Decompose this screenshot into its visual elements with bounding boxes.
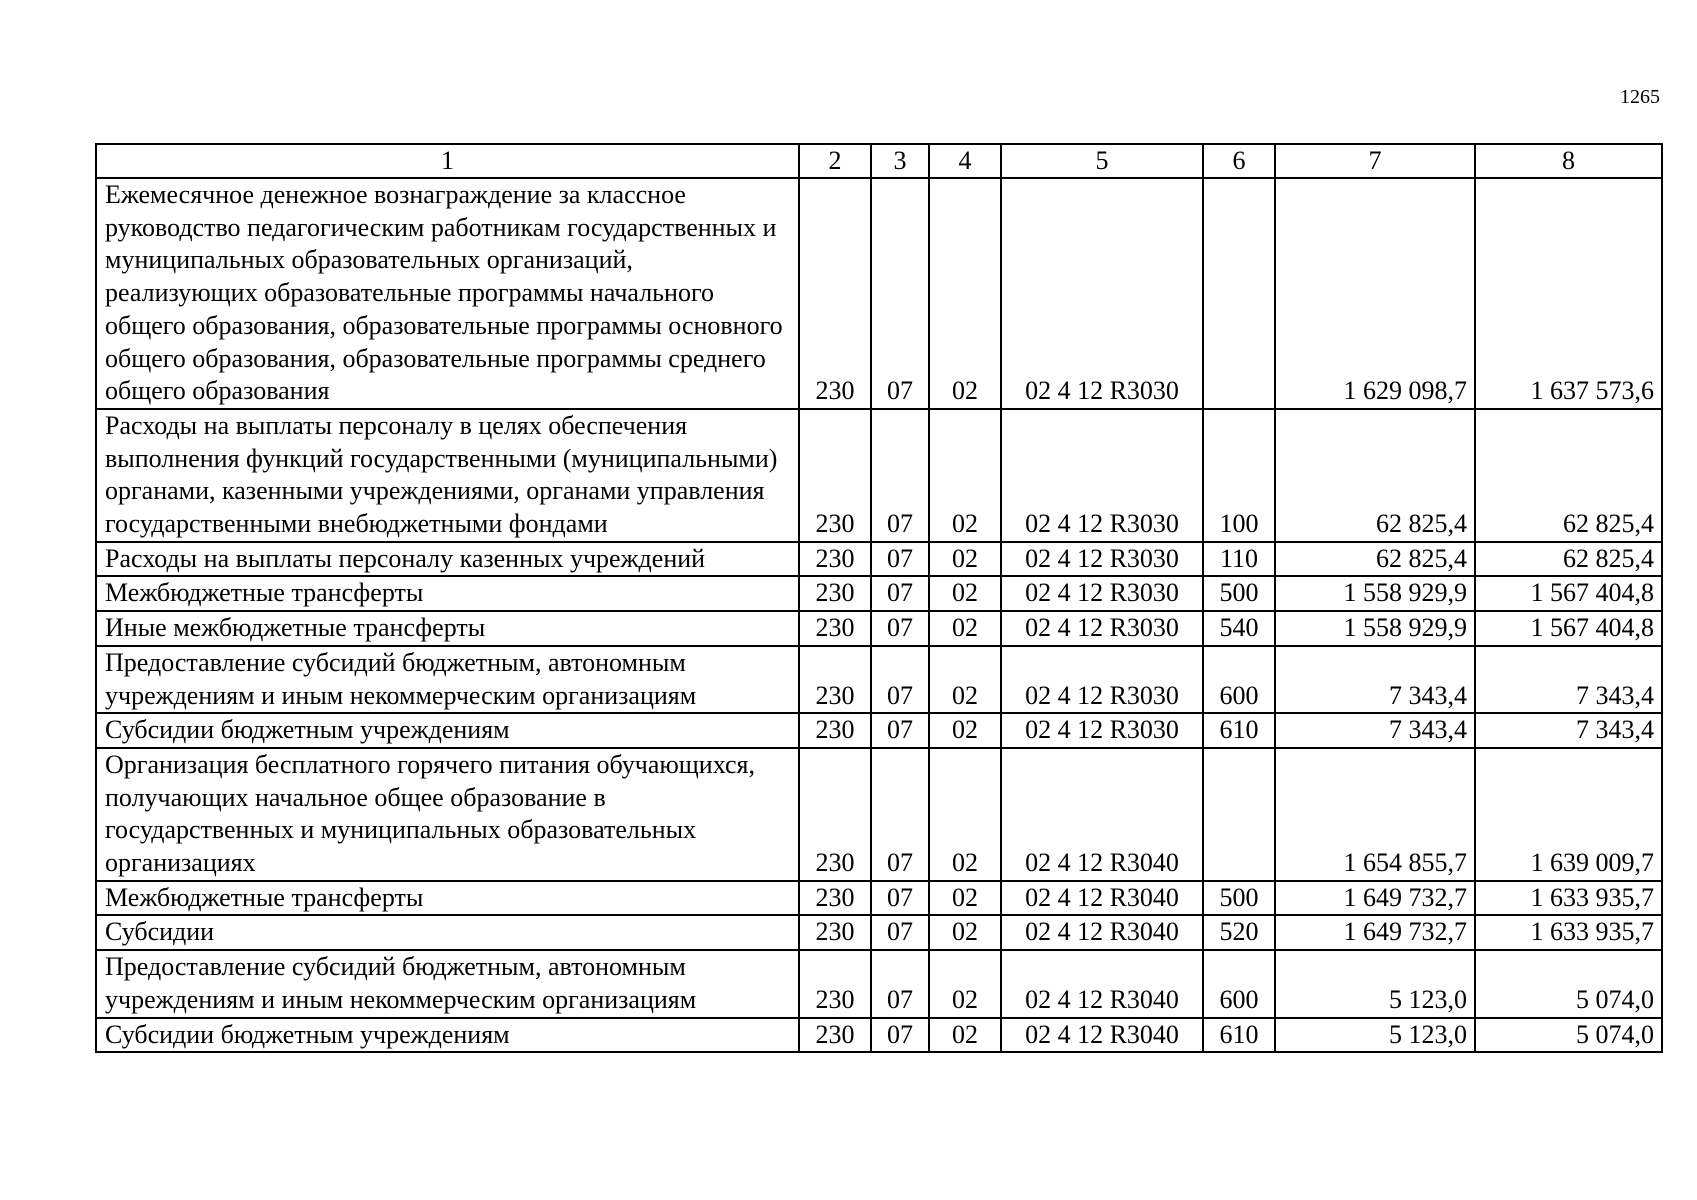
expense-type-cell: 600: [1203, 950, 1275, 1017]
column-header: 7: [1275, 144, 1475, 178]
ministry-code-cell: 230: [799, 915, 871, 950]
section-code-cell: 07: [871, 646, 929, 713]
section-code-cell: 07: [871, 950, 929, 1017]
amount-year2-cell: 7 343,4: [1475, 713, 1662, 748]
target-article-cell: 02 4 12 R3030: [1001, 713, 1203, 748]
ministry-code-cell: 230: [799, 881, 871, 916]
amount-year1-cell: 1 558 929,9: [1275, 611, 1475, 646]
table-row: [96, 576, 1662, 611]
subsection-code-cell: 02: [929, 1018, 1001, 1053]
ministry-code-cell: 230: [799, 748, 871, 881]
row-name-cell: Субсидии бюджетным учреждениям: [96, 1018, 799, 1053]
subsection-code-cell: 02: [929, 576, 1001, 611]
amount-year2-cell: 1 639 009,7: [1475, 748, 1662, 881]
row-name-cell: Расходы на выплаты персоналу в целях обеспечения выполнения функций государственными (муниципальными) органами, казенными учреждениями, органами управления государственными внебюджетными фондами: [96, 409, 799, 542]
table-body: [96, 178, 1662, 1052]
section-code-cell: 07: [871, 409, 929, 542]
row-name-cell: Расходы на выплаты персоналу казенных учреждений: [96, 542, 799, 577]
table-row: [96, 611, 1662, 646]
target-article-cell: 02 4 12 R3040: [1001, 1018, 1203, 1053]
section-code-cell: 07: [871, 748, 929, 881]
table-row: [96, 646, 1662, 713]
ministry-code-cell: 230: [799, 950, 871, 1017]
section-code-cell: 07: [871, 611, 929, 646]
subsection-code-cell: 02: [929, 611, 1001, 646]
table-row: [96, 178, 1662, 409]
amount-year2-cell: 62 825,4: [1475, 542, 1662, 577]
column-header: 6: [1203, 144, 1275, 178]
expense-type-cell: 610: [1203, 713, 1275, 748]
subsection-code-cell: 02: [929, 646, 1001, 713]
column-header: 4: [929, 144, 1001, 178]
subsection-code-cell: 02: [929, 748, 1001, 881]
table-header-row: [96, 144, 1662, 178]
expense-type-cell: 610: [1203, 1018, 1275, 1053]
row-name-cell: Предоставление субсидий бюджетным, автономным учреждениям и иным некоммерческим организациям: [96, 950, 799, 1017]
amount-year2-cell: 1 567 404,8: [1475, 576, 1662, 611]
budget-table: [95, 143, 1663, 1053]
amount-year1-cell: 1 654 855,7: [1275, 748, 1475, 881]
expense-type-cell: 110: [1203, 542, 1275, 577]
section-code-cell: 07: [871, 542, 929, 577]
target-article-cell: 02 4 12 R3030: [1001, 178, 1203, 409]
row-name-cell: Межбюджетные трансферты: [96, 576, 799, 611]
expense-type-cell: 520: [1203, 915, 1275, 950]
ministry-code-cell: 230: [799, 178, 871, 409]
column-header: 1: [96, 144, 799, 178]
section-code-cell: 07: [871, 881, 929, 916]
row-name-cell: Межбюджетные трансферты: [96, 881, 799, 916]
amount-year1-cell: 7 343,4: [1275, 713, 1475, 748]
amount-year1-cell: 62 825,4: [1275, 409, 1475, 542]
table-row: [96, 915, 1662, 950]
subsection-code-cell: 02: [929, 950, 1001, 1017]
table-row: [96, 748, 1662, 881]
amount-year1-cell: 1 558 929,9: [1275, 576, 1475, 611]
target-article-cell: 02 4 12 R3030: [1001, 646, 1203, 713]
amount-year2-cell: 1 633 935,7: [1475, 881, 1662, 916]
section-code-cell: 07: [871, 178, 929, 409]
expense-type-cell: [1203, 178, 1275, 409]
subsection-code-cell: 02: [929, 881, 1001, 916]
expense-type-cell: 540: [1203, 611, 1275, 646]
ministry-code-cell: 230: [799, 1018, 871, 1053]
amount-year2-cell: 1 567 404,8: [1475, 611, 1662, 646]
row-name-cell: Ежемесячное денежное вознаграждение за классное руководство педагогическим работникам государственных и муниципальных образовательных организаций, реализующих образовательные программы начального общего образования, образовательные программы основного общего образования, образовательные программы среднего общего образования: [96, 178, 799, 409]
ministry-code-cell: 230: [799, 713, 871, 748]
subsection-code-cell: 02: [929, 915, 1001, 950]
section-code-cell: 07: [871, 915, 929, 950]
expense-type-cell: 500: [1203, 881, 1275, 916]
section-code-cell: 07: [871, 1018, 929, 1053]
subsection-code-cell: 02: [929, 542, 1001, 577]
table-row: [96, 542, 1662, 577]
row-name-cell: Субсидии: [96, 915, 799, 950]
row-name-cell: Иные межбюджетные трансферты: [96, 611, 799, 646]
expense-type-cell: 500: [1203, 576, 1275, 611]
amount-year1-cell: 62 825,4: [1275, 542, 1475, 577]
amount-year1-cell: 5 123,0: [1275, 950, 1475, 1017]
amount-year1-cell: 1 649 732,7: [1275, 881, 1475, 916]
row-name-cell: Организация бесплатного горячего питания обучающихся, получающих начальное общее образование в государственных и муниципальных образовательных организациях: [96, 748, 799, 881]
section-code-cell: 07: [871, 576, 929, 611]
amount-year2-cell: 62 825,4: [1475, 409, 1662, 542]
ministry-code-cell: 230: [799, 542, 871, 577]
subsection-code-cell: 02: [929, 178, 1001, 409]
ministry-code-cell: 230: [799, 576, 871, 611]
target-article-cell: 02 4 12 R3040: [1001, 748, 1203, 881]
expense-type-cell: [1203, 748, 1275, 881]
column-header: 2: [799, 144, 871, 178]
expense-type-cell: 100: [1203, 409, 1275, 542]
table-row: [96, 1018, 1662, 1053]
amount-year2-cell: 7 343,4: [1475, 646, 1662, 713]
amount-year2-cell: 1 637 573,6: [1475, 178, 1662, 409]
row-name-cell: Предоставление субсидий бюджетным, автономным учреждениям и иным некоммерческим организациям: [96, 646, 799, 713]
subsection-code-cell: 02: [929, 713, 1001, 748]
amount-year2-cell: 5 074,0: [1475, 950, 1662, 1017]
target-article-cell: 02 4 12 R3040: [1001, 881, 1203, 916]
subsection-code-cell: 02: [929, 409, 1001, 542]
amount-year1-cell: 1 629 098,7: [1275, 178, 1475, 409]
ministry-code-cell: 230: [799, 611, 871, 646]
target-article-cell: 02 4 12 R3030: [1001, 409, 1203, 542]
target-article-cell: 02 4 12 R3030: [1001, 542, 1203, 577]
table-row: [96, 881, 1662, 916]
table-row: [96, 950, 1662, 1017]
column-header: 5: [1001, 144, 1203, 178]
section-code-cell: 07: [871, 713, 929, 748]
ministry-code-cell: 230: [799, 409, 871, 542]
amount-year2-cell: 1 633 935,7: [1475, 915, 1662, 950]
ministry-code-cell: 230: [799, 646, 871, 713]
table-row: [96, 713, 1662, 748]
amount-year1-cell: 1 649 732,7: [1275, 915, 1475, 950]
amount-year2-cell: 5 074,0: [1475, 1018, 1662, 1053]
target-article-cell: 02 4 12 R3040: [1001, 950, 1203, 1017]
table-row: [96, 409, 1662, 542]
column-header: 3: [871, 144, 929, 178]
target-article-cell: 02 4 12 R3030: [1001, 611, 1203, 646]
column-header: 8: [1475, 144, 1662, 178]
page-number: 1265: [1620, 86, 1660, 108]
target-article-cell: 02 4 12 R3040: [1001, 915, 1203, 950]
target-article-cell: 02 4 12 R3030: [1001, 576, 1203, 611]
expense-type-cell: 600: [1203, 646, 1275, 713]
row-name-cell: Субсидии бюджетным учреждениям: [96, 713, 799, 748]
amount-year1-cell: 5 123,0: [1275, 1018, 1475, 1053]
amount-year1-cell: 7 343,4: [1275, 646, 1475, 713]
